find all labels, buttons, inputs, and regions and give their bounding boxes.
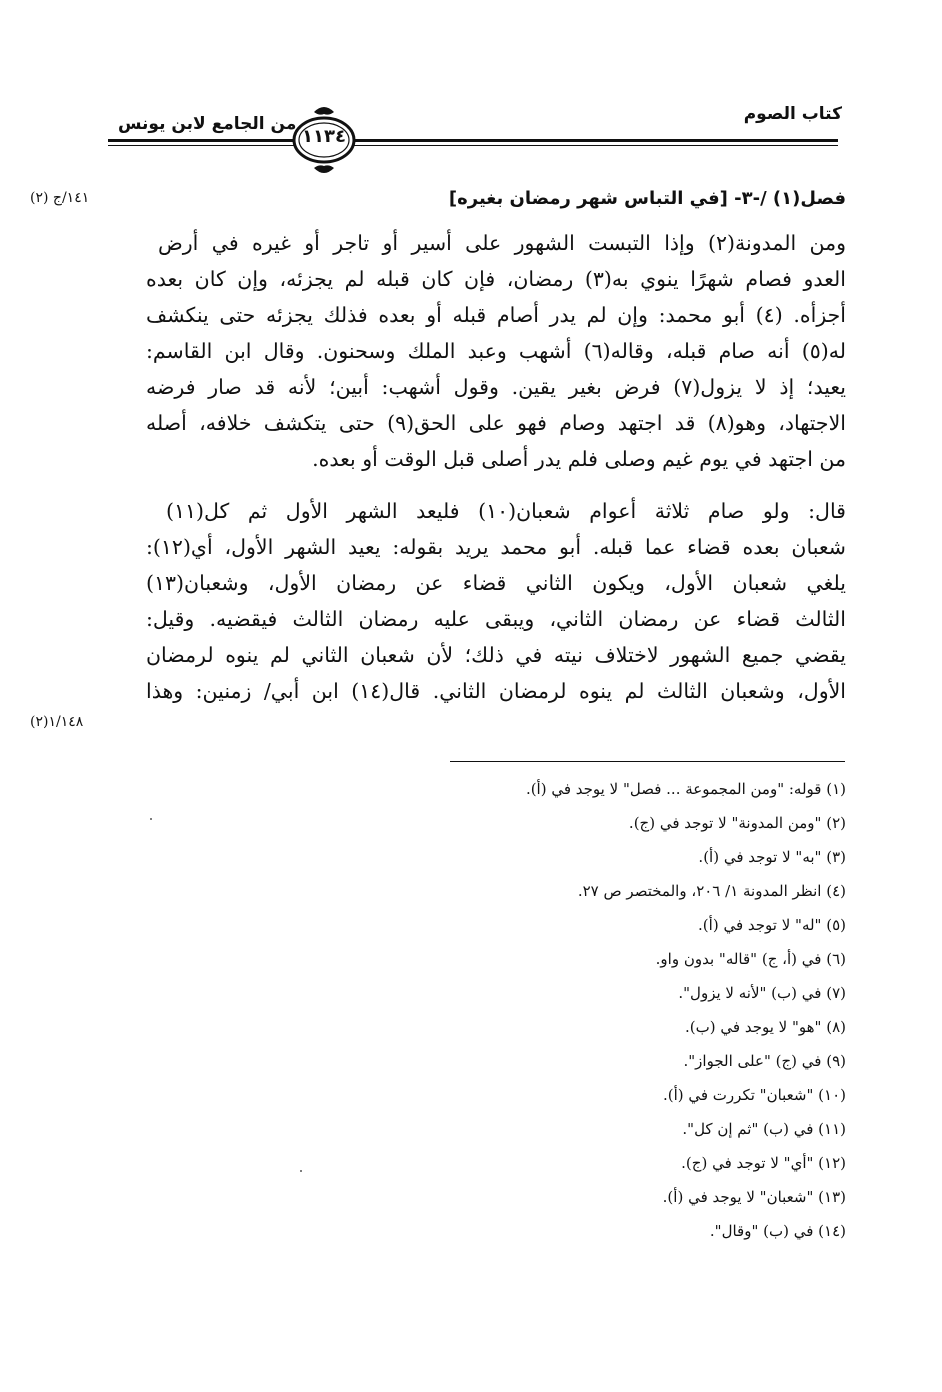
text-line: قال: ولو صام ثلاثة أعوام شعبان(١٠) فليعد الشهر الأول ثم كل(١١) bbox=[166, 499, 846, 523]
section-title: فصل(١) /-٣- [في التباس شهر رمضان بغيره] bbox=[448, 188, 846, 209]
text-line: الاجتهاد، وهو(٨) قد اجتهد وصام فهو على الحق(٩) حتى يتكشف خلافه، أصله bbox=[146, 411, 846, 435]
footnote: (١٠) "شعبان" تكررت في (أ). bbox=[662, 1086, 846, 1104]
footnote: (٣) "به" لا توجد في (أ). bbox=[698, 848, 846, 866]
text-line: له(٥) أنه صام قبله، وقاله(٦) أشهب وعبد الملك وسحنون. وقال ابن القاسم: bbox=[146, 339, 846, 363]
footnote: (١١) في (ب) "ثم إن كل". bbox=[682, 1120, 846, 1138]
source-title: من الجامع لابن يونس bbox=[118, 114, 297, 134]
footnote: (٤) انظر المدونة ١/ ٢٠٦، والمختصر ص ٢٧. bbox=[577, 882, 846, 900]
header-rule bbox=[108, 139, 838, 142]
footnote: (٦) في (أ، ج) "قاله" بدون واو. bbox=[655, 950, 846, 968]
book-title: كتاب الصوم bbox=[743, 104, 842, 124]
margin-note: ١٤١/ج (٢) bbox=[30, 190, 90, 206]
text-line: يعيد؛ إذ لا يزول(٧) فرض بغير يقين. وقول أشهب: أبين؛ لأنه قد صار فرضه bbox=[146, 375, 846, 399]
page-number: ١١٣٤ bbox=[302, 126, 346, 147]
footnote: (٨) "هو" لا يوجد في (ب). bbox=[685, 1018, 846, 1036]
footnote: (١٣) "شعبان" لا يوجد في (أ). bbox=[662, 1188, 846, 1206]
scan-speck bbox=[300, 1170, 302, 1172]
footnote: (٧) في (ب) "لأنه لا يزول". bbox=[678, 984, 846, 1002]
text-line: الأول، وشعبان الثالث لم ينوه لرمضان الثاني. قال(١٤) ابن أبي/ زمنين: وهذا bbox=[146, 679, 846, 703]
text-line: من اجتهد في يوم غيم وصلى فلم يدر أصلى قبل الوقت أو بعده. bbox=[312, 447, 846, 471]
footnote: (١) قوله: "ومن المجموعة ... فصل" لا يوجد في (أ). bbox=[525, 780, 846, 798]
footnote: (٢) "ومن المدونة" لا توجد في (ج). bbox=[628, 814, 846, 832]
text-line: شعبان بعده قضاء عما قبله. أبو محمد يريد بقوله: يعيد الشهر الأول، أي(١٢): bbox=[146, 535, 846, 559]
margin-note: ١/١٤٨(٢) bbox=[30, 714, 84, 730]
footnote-separator bbox=[450, 761, 845, 762]
header-rule-thin bbox=[108, 145, 838, 146]
text-line: ومن المدونة(٢) وإذا التبست الشهور على أسير أو تاجر أو غيره في أرض bbox=[158, 231, 846, 255]
footnote: (٩) في (ج) "على الجواز". bbox=[683, 1052, 846, 1070]
footnote: (١٢) "أي" لا توجد في (ج). bbox=[681, 1154, 846, 1172]
scan-speck bbox=[150, 818, 152, 820]
text-line: يقضي جميع الشهور لاختلاف نيته في ذلك؛ لأن شعبان الثاني لم ينوه لرمضان bbox=[146, 643, 846, 667]
text-line: العدو فصام شهرًا ينوي به(٣) رمضان، فإن كان قبله لم يجزئه، وإن كان بعده bbox=[146, 267, 846, 291]
text-line: يلغي شعبان الأول، ويكون الثاني قضاء عن رمضان الأول، وشعبان(١٣) bbox=[146, 571, 846, 595]
footnote: (٥) "له" لا توجد في (أ). bbox=[698, 916, 846, 934]
text-line: الثالث قضاء عن رمضان الثاني، ويبقى عليه رمضان الثالث فيقضيه. وقيل: bbox=[146, 607, 846, 631]
text-line: أجزأه. (٤) أبو محمد: وإن لم يدر أصام قبله أو بعده فذلك يجزئه حتى ينكشف bbox=[146, 303, 846, 327]
footnote: (١٤) في (ب) "وقال". bbox=[709, 1222, 846, 1240]
